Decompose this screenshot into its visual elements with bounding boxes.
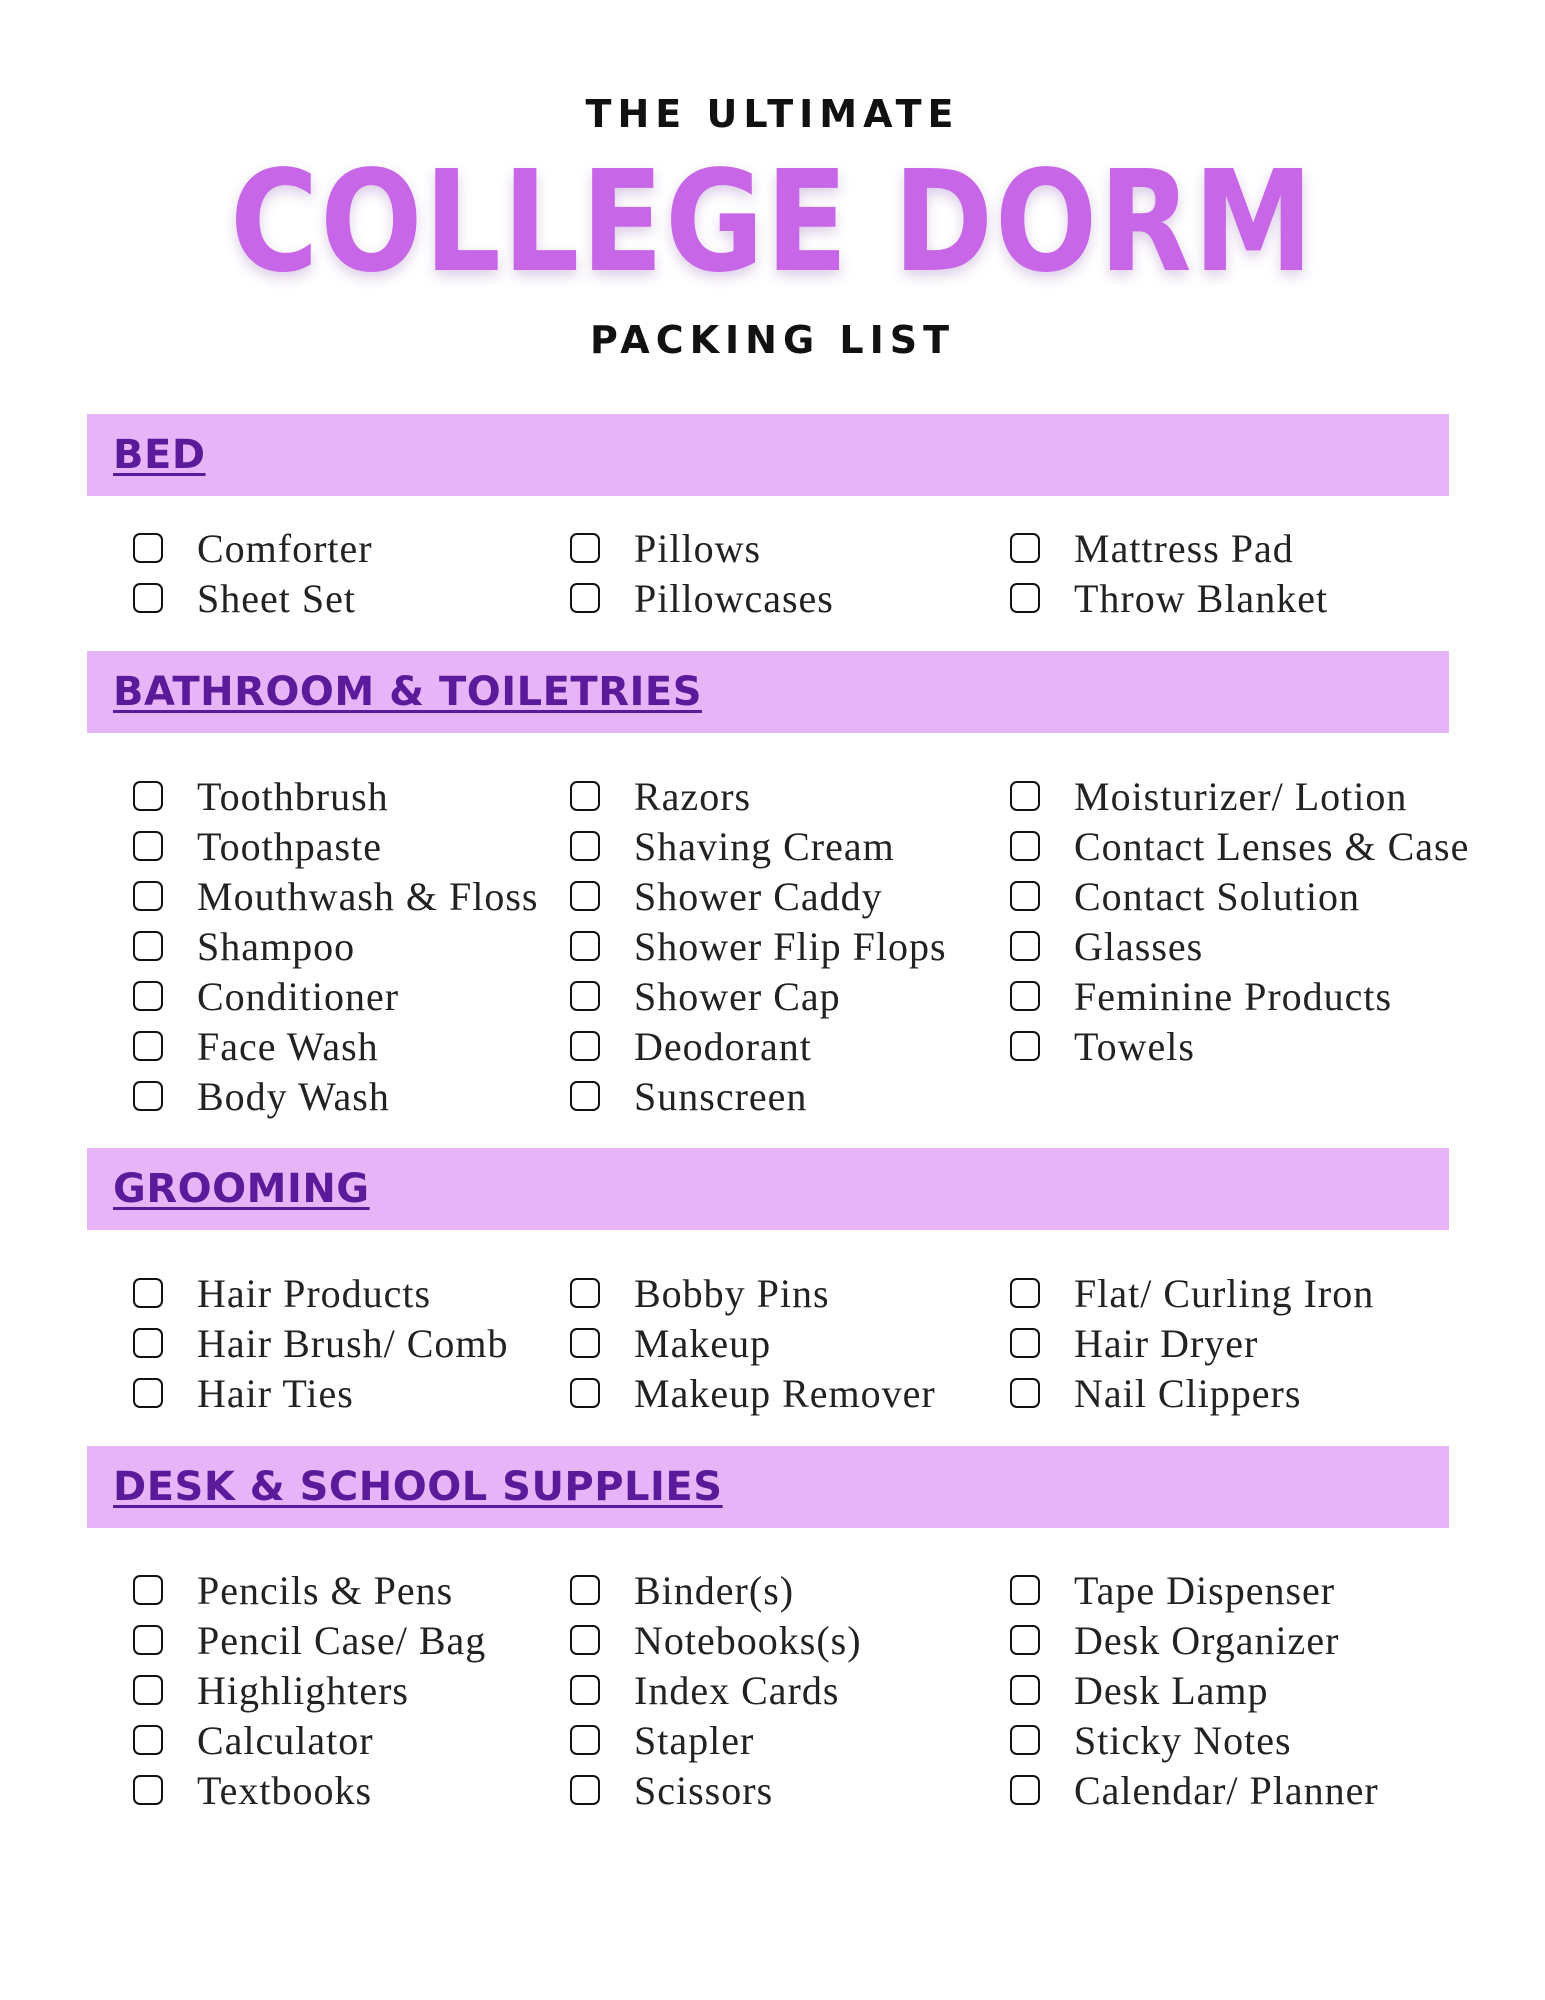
checklist-item bbox=[133, 1268, 509, 1318]
checklist-item-label: Hair Brush/ Comb bbox=[197, 1320, 509, 1366]
checklist-item-label: Toothpaste bbox=[197, 823, 382, 869]
checkbox[interactable] bbox=[1010, 1031, 1040, 1061]
checklist-item-label: Bobby Pins bbox=[634, 1270, 830, 1316]
checkbox[interactable] bbox=[133, 1081, 163, 1111]
checkbox[interactable] bbox=[133, 1675, 163, 1705]
checkbox[interactable] bbox=[133, 1775, 163, 1805]
checklist-item-label: Pillowcases bbox=[634, 575, 834, 621]
checklist-item bbox=[570, 1021, 947, 1071]
checkbox[interactable] bbox=[570, 1378, 600, 1408]
checklist-item-label: Contact Lenses & Case bbox=[1074, 823, 1470, 869]
checklist-item bbox=[1010, 921, 1469, 971]
checklist-item-label: Contact Solution bbox=[1074, 873, 1360, 919]
checkbox[interactable] bbox=[570, 1725, 600, 1755]
checklist-column bbox=[570, 771, 947, 1121]
checklist-item-label: Calendar/ Planner bbox=[1074, 1767, 1379, 1813]
title-kicker-bottom: PACKING LIST bbox=[589, 318, 956, 362]
checklist-item-label: Highlighters bbox=[197, 1667, 409, 1713]
checklist-item bbox=[1010, 1268, 1374, 1318]
checklist-item bbox=[1010, 1765, 1379, 1815]
checklist-item bbox=[1010, 1368, 1374, 1418]
checklist-item-label: Makeup bbox=[634, 1320, 772, 1366]
checklist-item-label: Flat/ Curling Iron bbox=[1074, 1270, 1375, 1316]
checkbox[interactable] bbox=[1010, 1378, 1040, 1408]
checklist-item bbox=[570, 921, 947, 971]
checkbox[interactable] bbox=[133, 1378, 163, 1408]
checklist-item-label: Mattress Pad bbox=[1074, 525, 1294, 571]
checklist-column bbox=[1010, 523, 1328, 623]
checklist-item bbox=[133, 871, 539, 921]
checkbox[interactable] bbox=[570, 1031, 600, 1061]
checklist-item bbox=[570, 1615, 862, 1665]
checklist-item-label: Sticky Notes bbox=[1074, 1717, 1292, 1763]
checklist-item-label: Nail Clippers bbox=[1074, 1370, 1302, 1416]
checkbox[interactable] bbox=[133, 931, 163, 961]
checkbox[interactable] bbox=[1010, 1278, 1040, 1308]
checkbox[interactable] bbox=[1010, 831, 1040, 861]
checkbox[interactable] bbox=[1010, 1625, 1040, 1655]
checklist-item-label: Comforter bbox=[197, 525, 373, 571]
checklist-column bbox=[133, 771, 539, 1121]
checkbox[interactable] bbox=[1010, 1775, 1040, 1805]
checklist-item-label: Shower Flip Flops bbox=[634, 923, 947, 969]
checklist-item-label: Index Cards bbox=[634, 1667, 840, 1713]
section-bar-bathroom-toiletries bbox=[87, 651, 1449, 733]
checklist-item-label: Body Wash bbox=[197, 1073, 390, 1119]
checklist-item bbox=[570, 1765, 862, 1815]
checkbox[interactable] bbox=[570, 1575, 600, 1605]
checklist-item-label: Towels bbox=[1074, 1023, 1195, 1069]
checklist-item-label: Razors bbox=[634, 773, 752, 819]
checkbox[interactable] bbox=[1010, 931, 1040, 961]
checkbox[interactable] bbox=[570, 1775, 600, 1805]
checklist-item bbox=[1010, 821, 1469, 871]
checkbox[interactable] bbox=[570, 881, 600, 911]
checklist-item-label: Throw Blanket bbox=[1074, 575, 1329, 621]
checklist-column bbox=[570, 523, 834, 623]
checkbox[interactable] bbox=[1010, 1675, 1040, 1705]
checklist-item-label: Pillows bbox=[634, 525, 762, 571]
checklist-item-label: Sunscreen bbox=[634, 1073, 808, 1119]
checklist-item bbox=[1010, 1318, 1374, 1368]
checkbox[interactable] bbox=[570, 831, 600, 861]
checklist-item-label: Calculator bbox=[197, 1717, 374, 1763]
checklist-item bbox=[133, 921, 539, 971]
checkbox[interactable] bbox=[570, 1675, 600, 1705]
checklist-item bbox=[133, 1715, 486, 1765]
checklist-item bbox=[133, 971, 539, 1021]
section-bar-desk-school-supplies bbox=[87, 1446, 1449, 1528]
checklist-item-label: Face Wash bbox=[197, 1023, 379, 1069]
checklist-item-label: Deodorant bbox=[634, 1023, 812, 1069]
checklist-item bbox=[570, 1715, 862, 1765]
checklist-column bbox=[133, 1565, 486, 1815]
checklist-item-label: Binder(s) bbox=[634, 1567, 795, 1613]
section-title-desk-school-supplies: DESK & SCHOOL SUPPLIES bbox=[113, 1464, 723, 1510]
checklist-item-label: Shaving Cream bbox=[634, 823, 895, 869]
checkbox[interactable] bbox=[133, 1625, 163, 1655]
checklist-item bbox=[570, 1368, 936, 1418]
checklist-item bbox=[133, 1765, 486, 1815]
checklist-item-label: Hair Ties bbox=[197, 1370, 354, 1416]
section-bar-bed bbox=[87, 414, 1449, 496]
checklist-item bbox=[570, 821, 947, 871]
checkbox[interactable] bbox=[570, 981, 600, 1011]
checklist-item bbox=[570, 1071, 947, 1121]
checklist-item bbox=[570, 573, 834, 623]
checklist-item-label: Shower Caddy bbox=[634, 873, 883, 919]
checklist-item-label: Tape Dispenser bbox=[1074, 1567, 1336, 1613]
title-kicker-top: THE ULTIMATE bbox=[585, 92, 960, 136]
checkbox[interactable] bbox=[570, 1081, 600, 1111]
checklist-item bbox=[570, 1665, 862, 1715]
checkbox[interactable] bbox=[1010, 533, 1040, 563]
checklist-column bbox=[133, 523, 373, 623]
checklist-item bbox=[1010, 1565, 1379, 1615]
checklist-item bbox=[133, 523, 373, 573]
checklist-column bbox=[1010, 1565, 1379, 1815]
section-bar-grooming bbox=[87, 1148, 1449, 1230]
checklist-item-label: Feminine Products bbox=[1074, 973, 1393, 1019]
checklist-item-label: Conditioner bbox=[197, 973, 400, 1019]
checklist-item bbox=[133, 1071, 539, 1121]
checklist-item bbox=[570, 1318, 936, 1368]
checklist-item bbox=[133, 1368, 509, 1418]
checklist-item bbox=[133, 1665, 486, 1715]
checkbox[interactable] bbox=[570, 1278, 600, 1308]
checkbox[interactable] bbox=[1010, 781, 1040, 811]
checklist-item bbox=[570, 523, 834, 573]
checklist-item-label: Moisturizer/ Lotion bbox=[1074, 773, 1408, 819]
checklist-item bbox=[1010, 1615, 1379, 1665]
checklist-item-label: Sheet Set bbox=[197, 575, 356, 621]
checklist-item-label: Stapler bbox=[634, 1717, 755, 1763]
checkbox[interactable] bbox=[1010, 1575, 1040, 1605]
checklist-item bbox=[1010, 771, 1469, 821]
checklist-item bbox=[1010, 971, 1469, 1021]
checkbox[interactable] bbox=[133, 881, 163, 911]
checklist-item bbox=[133, 1565, 486, 1615]
checklist-item bbox=[133, 1021, 539, 1071]
checkbox[interactable] bbox=[1010, 1725, 1040, 1755]
checklist-item-label: Desk Lamp bbox=[1074, 1667, 1269, 1713]
checkbox[interactable] bbox=[570, 931, 600, 961]
checklist-item-label: Hair Products bbox=[197, 1270, 432, 1316]
checkbox[interactable] bbox=[133, 533, 163, 563]
checklist-item bbox=[570, 871, 947, 921]
checkbox[interactable] bbox=[133, 1328, 163, 1358]
checklist-item bbox=[133, 821, 539, 871]
checklist-item-label: Shower Cap bbox=[634, 973, 841, 1019]
checklist-item-label: Pencils & Pens bbox=[197, 1567, 454, 1613]
checkbox[interactable] bbox=[570, 1625, 600, 1655]
checkbox[interactable] bbox=[133, 583, 163, 613]
checklist-item bbox=[133, 1615, 486, 1665]
section-title-bathroom-toiletries: BATHROOM & TOILETRIES bbox=[113, 669, 703, 715]
checkbox[interactable] bbox=[1010, 981, 1040, 1011]
checklist-item bbox=[1010, 1665, 1379, 1715]
page-title: COLLEGE DORM bbox=[230, 141, 1315, 304]
checklist-item bbox=[570, 1268, 936, 1318]
checkbox[interactable] bbox=[133, 1575, 163, 1605]
checkbox[interactable] bbox=[133, 831, 163, 861]
checklist-item-label: Glasses bbox=[1074, 923, 1204, 969]
checkbox[interactable] bbox=[570, 583, 600, 613]
checklist-item bbox=[1010, 1021, 1469, 1071]
checklist-item bbox=[570, 1565, 862, 1615]
checkbox[interactable] bbox=[1010, 583, 1040, 613]
checkbox[interactable] bbox=[133, 781, 163, 811]
checklist-item bbox=[1010, 573, 1328, 623]
checklist-item-label: Notebooks(s) bbox=[634, 1617, 862, 1663]
checklist-item-label: Mouthwash & Floss bbox=[197, 873, 539, 919]
checkbox[interactable] bbox=[570, 1328, 600, 1358]
checklist-item bbox=[1010, 1715, 1379, 1765]
checkbox[interactable] bbox=[570, 781, 600, 811]
checklist-column bbox=[1010, 771, 1469, 1071]
checkbox[interactable] bbox=[133, 981, 163, 1011]
checklist-item bbox=[570, 771, 947, 821]
section-title-bed: BED bbox=[113, 432, 206, 478]
checklist-item bbox=[1010, 871, 1469, 921]
checklist-item bbox=[133, 771, 539, 821]
checkbox[interactable] bbox=[133, 1278, 163, 1308]
checkbox[interactable] bbox=[133, 1725, 163, 1755]
checklist-item bbox=[1010, 523, 1328, 573]
checklist-column bbox=[133, 1268, 509, 1418]
checklist-item-label: Hair Dryer bbox=[1074, 1320, 1259, 1366]
checkbox[interactable] bbox=[1010, 881, 1040, 911]
checklist-item bbox=[133, 573, 373, 623]
checklist-item-label: Toothbrush bbox=[197, 773, 389, 819]
checkbox[interactable] bbox=[570, 533, 600, 563]
checklist-item bbox=[570, 971, 947, 1021]
section-title-grooming: GROOMING bbox=[113, 1166, 370, 1212]
checklist-item-label: Desk Organizer bbox=[1074, 1617, 1340, 1663]
checklist-item-label: Textbooks bbox=[197, 1767, 373, 1813]
checklist-item-label: Scissors bbox=[634, 1767, 774, 1813]
checklist-item-label: Pencil Case/ Bag bbox=[197, 1617, 487, 1663]
checklist-item-label: Makeup Remover bbox=[634, 1370, 936, 1416]
checkbox[interactable] bbox=[133, 1031, 163, 1061]
checklist-item-label: Shampoo bbox=[197, 923, 356, 969]
checklist-item bbox=[133, 1318, 509, 1368]
checkbox[interactable] bbox=[1010, 1328, 1040, 1358]
checklist-column bbox=[570, 1268, 936, 1418]
checklist-column bbox=[570, 1565, 862, 1815]
checklist-column bbox=[1010, 1268, 1374, 1418]
